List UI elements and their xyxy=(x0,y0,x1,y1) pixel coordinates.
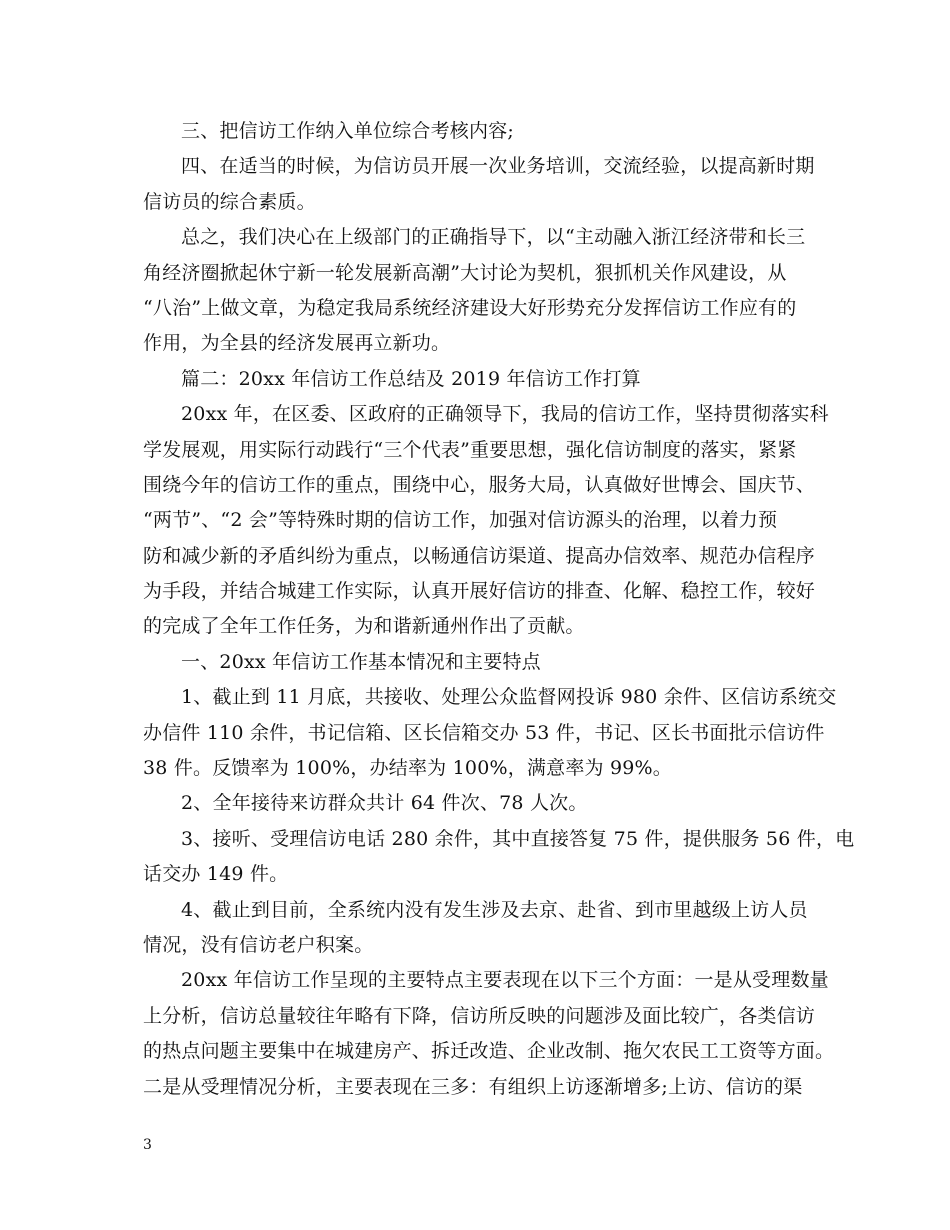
text-line: 三、把信访工作纳入单位综合考核内容; xyxy=(181,120,515,142)
text-line: 上分析，信访总量较往年略有下降，信访所反映的问题涉及面比较广，各类信访 xyxy=(143,1004,816,1027)
text-line: 总之，我们决心在上级部门的正确指导下，以“主动融入浙江经济带和长三 xyxy=(181,226,806,249)
text-line: 学发展观，用实际行动践行“三个代表”重要思想，强化信访制度的落实，紧紧 xyxy=(143,438,797,461)
text-line: “八治”上做文章，为稳定我局系统经济建设大好形势充分发挥信访工作应有的 xyxy=(143,296,797,319)
text-line: 围绕今年的信访工作的重点，围绕中心，服务大局，认真做好世博会、国庆节、 xyxy=(143,473,816,496)
text-line: 话交办 149 件。 xyxy=(143,863,289,886)
text-line: 的热点问题主要集中在城建房产、拆迁改造、企业改制、拖欠农民工工资等方面。 xyxy=(143,1040,835,1063)
text-line: 防和减少新的矛盾纠纷为重点，以畅通信访渠道、提高办信效率、规范办信程序 xyxy=(143,544,816,567)
text-line: 信访员的综合素质。 xyxy=(143,190,316,213)
text-line: 为手段，并结合城建工作实际，认真开展好信访的排查、化解、稳控工作，较好 xyxy=(143,580,816,603)
text-line: 一、20xx 年信访工作基本情况和主要特点 xyxy=(181,650,541,673)
text-line: 四、在适当的时候，为信访员开展一次业务培训，交流经验，以提高新时期 xyxy=(181,155,815,178)
text-line: 1、截止到 11 月底，共接收、处理公众监督网投诉 980 余件、区信访系统交 xyxy=(181,686,837,709)
text-line: 作用，为全县的经济发展再立新功。 xyxy=(143,332,451,355)
text-line: “两节”、“2 会”等特殊时期的信访工作，加强对信访源头的治理，以着力预 xyxy=(143,509,778,532)
text-line: 20xx 年信访工作呈现的主要特点主要表现在以下三个方面：一是从受理数量 xyxy=(181,969,829,992)
text-line: 20xx 年，在区委、区政府的正确领导下，我局的信访工作，坚持贯彻落实科 xyxy=(181,403,829,426)
text-line: 2、全年接待来访群众共计 64 件次、78 人次。 xyxy=(181,792,588,815)
text-line: 角经济圈掀起休宁新一轮发展新高潮”大讨论为契机，狠抓机关作风建设，从 xyxy=(143,261,787,284)
text-line: 38 件。反馈率为 100%，办结率为 100%，满意率为 99%。 xyxy=(143,757,673,780)
text-line: 的完成了全年工作任务，为和谐新通州作出了贡献。 xyxy=(143,615,585,638)
text-line: 篇二：20xx 年信访工作总结及 2019 年信访工作打算 xyxy=(181,367,641,390)
document-body xyxy=(143,114,855,1105)
text-line: 3、接听、受理信访电话 280 余件，其中直接答复 75 件，提供服务 56 件，电 xyxy=(181,827,855,850)
text-line: 4、截止到目前，全系统内没有发生涉及去京、赴省、到市里越级上访人员 xyxy=(181,898,808,921)
page-number: 3 xyxy=(143,1137,152,1153)
text-line: 办信件 110 余件，书记信箱、区长信箱交办 53 件，书记、区长书面批示信访件 xyxy=(143,721,825,744)
text-line: 情况，没有信访老户积案。 xyxy=(143,933,374,956)
text-line: 二是从受理情况分析，主要表现在三多：有组织上访逐渐增多;上访、信访的渠 xyxy=(143,1075,803,1098)
